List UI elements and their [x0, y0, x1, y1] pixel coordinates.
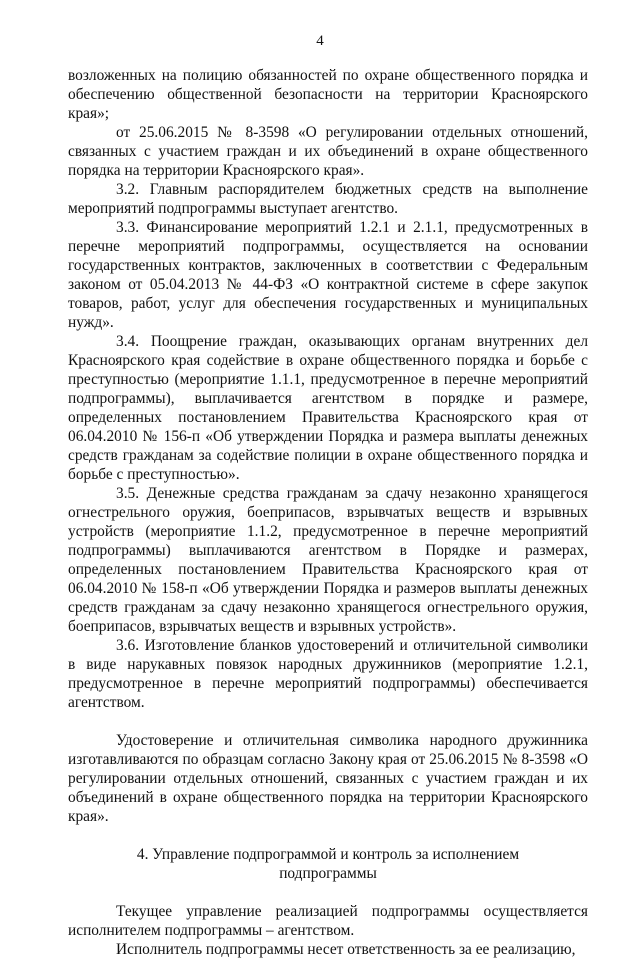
paragraph-3-3: 3.3. Финансирование мероприятий 1.2.1 и 2.1.1, предусмотренных в перечне мероприятий подпрограммы, осуществляется на основании государственных контрактов, заключенных в соответствии с Федеральным законом от 05.04.2013 № 44-ФЗ «О контрактной системе в сфере закупок товаров, работ, услуг для обеспечения государственных и муниципальных нужд». [68, 219, 588, 331]
paragraph-3-5: 3.5. Денежные средства гражданам за сдачу незаконно хранящегося огнестрельного оружия, боеприпасов, взрывчатых веществ и взрывных устройств (мероприятие 1.1.2, предусмотренное в перечне мероприятий подпрограммы) выплачиваются агентством в Порядке и размерах, определенных постановлением Правительства Красноярского края от 06.04.2010 № 158-п «Об утверждении Порядка и размеров выплаты денежных средств гражданам за сдачу незаконно хранящегося огнестрельного оружия, боеприпасов, взрывчатых веществ и взрывных устройств». [68, 485, 588, 635]
paragraph-management: Текущее управление реализацией подпрограммы осуществляется исполнителем подпрограммы – агентством. [68, 903, 588, 939]
section-heading-line-1: 4. Управление подпрограммой и контроль за исполнением [136, 846, 520, 863]
heading-spacer [68, 883, 588, 902]
document-body [68, 66, 588, 959]
paragraph-3-4: 3.4. Поощрение граждан, оказывающих органам внутренних дел Красноярского края содействие в охране общественного порядка и борьбе с преступностью (мероприятие 1.1.1, предусмотренное в перечне мероприятий подпрограммы), выплачивается агентством в порядке и размере, определенных постановлением Правительства Красноярского края от 06.04.2010 № 156-п «Об утверждении Порядка и размера выплаты денежных средств гражданам за содействие полиции в охране общественного порядка и борьбе с преступностью». [68, 333, 588, 483]
section-heading-line-2: подпрограммы [279, 865, 377, 882]
page-number: 4 [316, 33, 324, 49]
paragraph-3-2: 3.2. Главным распорядителем бюджетных средств на выполнение мероприятий подпрограммы выступает агентство. [68, 181, 588, 217]
paragraph-spacer [68, 712, 588, 731]
paragraph-law-reference: от 25.06.2015 № 8-3598 «О регулировании отдельных отношений, связанных с участием граждан и их объединений в охране общественного порядка на территории Красноярского края». [68, 124, 588, 179]
paragraph-continuation: возложенных на полицию обязанностей по охране общественного порядка и обеспечению общественной безопасности на территории Красноярского края»; [68, 67, 588, 122]
section-spacer [68, 826, 588, 845]
paragraph-certificate: Удостоверение и отличительная символика народного дружинника изготавливаются по образцам согласно Закону края от 25.06.2015 № 8-3598 «О регулировании отдельных отношений, связанных с участием граждан и их объединений в охране общественного порядка на территории Красноярского края». [68, 732, 588, 825]
paragraph-3-6: 3.6. Изготовление бланков удостоверений и отличительной символики в виде нарукавных повязок народных дружинников (мероприятие 1.2.1, предусмотренное в перечне мероприятий подпрограммы) обеспечивается агентством. [68, 637, 588, 711]
paragraph-responsibility: Исполнитель подпрограммы несет ответственность за ее реализацию, [116, 941, 576, 958]
